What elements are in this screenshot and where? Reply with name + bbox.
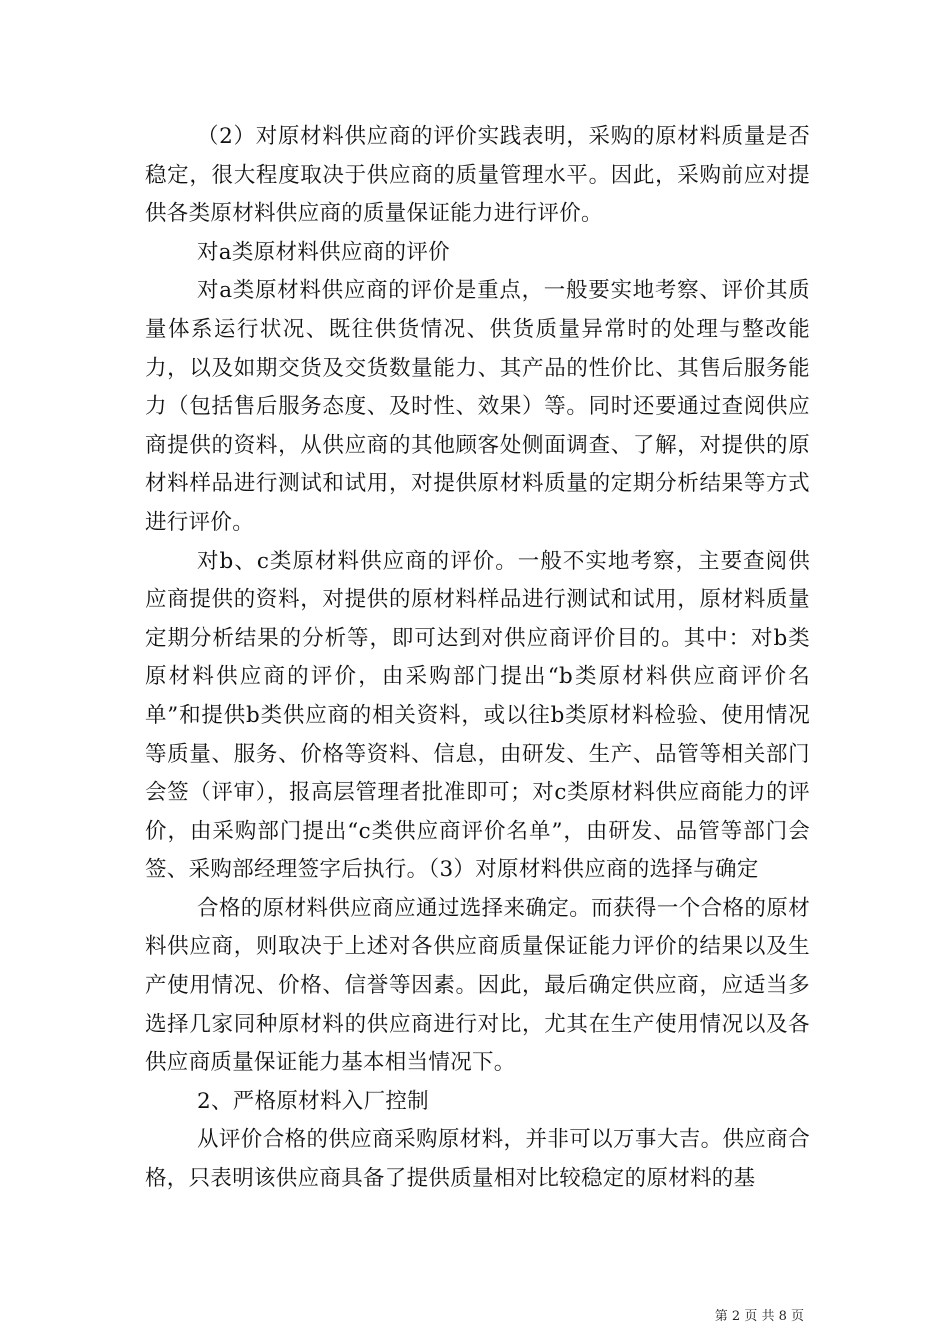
paragraph-supplier-evaluation-intro: （2）对原材料供应商的评价实践表明，采购的原材料质量是否稳定，很大程度取决于供应商的质量管理水平。因此，采购前应对提供各类原材料供应商的质量保证能力进行评价。 xyxy=(145,124,810,227)
paragraph-class-bc-supplier-evaluation: 对b、c类原材料供应商的评价。一般不实地考察，主要查阅供应商提供的资料，对提供的原材料样品进行测试和试用，原材料质量定期分析结果的分析等，即可达到对供应商评价目的。其中：对b类原材料供应商的评价，由采购部门提出“b类原材料供应商评价名单”和提供b类供应商的相关资料，或以往b类原材料检验、使用情况等质量、服务、价格等资料、信息，由研发、生产、品管等相关部门会签（评审），报高层管理者批准即可；对c类原材料供应商能力的评价，由采购部门提出“c类供应商评价名单”，由研发、品管等部门会签、采购部经理签字后执行。（3）对原材料供应商的选择与确定 xyxy=(145,548,810,883)
heading-incoming-material-control: 2、严格原材料入厂控制 xyxy=(197,1088,429,1114)
page-number-footer: 第 2 页 共 8 页 xyxy=(714,1309,804,1324)
document-body xyxy=(145,118,810,1199)
paragraph-incoming-material-control: 从评价合格的供应商采购原材料，并非可以万事大吉。供应商合格，只表明该供应商具备了提供质量相对比较稳定的原材料的基 xyxy=(145,1127,810,1192)
paragraph-supplier-selection: 合格的原材料供应商应通过选择来确定。而获得一个合格的原材料供应商，则取决于上述对各供应商质量保证能力评价的结果以及生产使用情况、价格、信誉等因素。因此，最后确定供应商，应适当多选择几家同种原材料的供应商进行对比，尤其在生产使用情况以及各供应商质量保证能力基本相当情况下。 xyxy=(145,895,810,1076)
paragraph-class-a-supplier-evaluation: 对a类原材料供应商的评价是重点，一般要实地考察、评价其质量体系运行状况、既往供货情况、供货质量异常时的处理与整改能力，以及如期交货及交货数量能力、其产品的性价比、其售后服务能力（包括售后服务态度、及时性、效果）等。同时还要通过查阅供应商提供的资料，从供应商的其他顾客处侧面调查、了解，对提供的原材料样品进行测试和试用，对提供原材料质量的定期分析结果等方式进行评价。 xyxy=(145,278,810,535)
heading-class-a-supplier-evaluation: 对a类原材料供应商的评价 xyxy=(197,239,450,265)
